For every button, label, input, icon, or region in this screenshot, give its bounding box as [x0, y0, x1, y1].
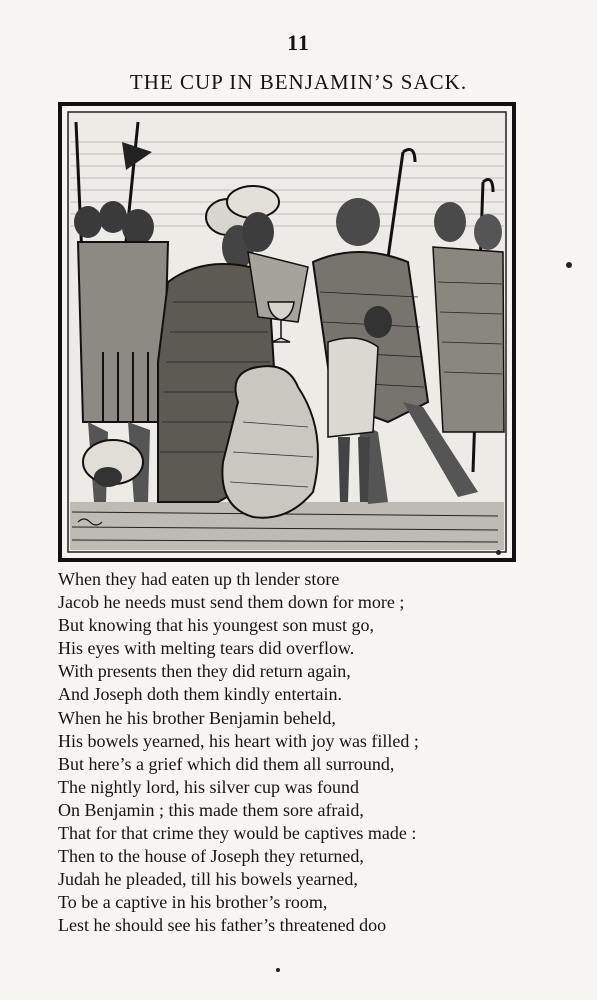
poem-line: When they had eaten up th lender store [58, 569, 340, 589]
page-number: 11 [287, 30, 310, 55]
poem-line: His eyes with melting tears did overflow. [58, 638, 355, 659]
poem-line: His bowels yearned, his heart with joy was filled ; [58, 730, 419, 751]
poem-line: On Benjamin ; this made them sore afraid, [58, 799, 364, 820]
poem-line: With presents then they did return again, [58, 661, 351, 682]
ink-speck [496, 550, 501, 555]
woodcut-illustration [58, 102, 516, 562]
poem-line: That for that crime they would be captives made : [58, 823, 417, 844]
poem-line: To be a captive in his brother’s room, [58, 892, 328, 913]
ink-speck [276, 968, 280, 972]
woodcut-illustration-icon [58, 102, 516, 562]
poem-line: When he his brother Benjamin beheld, [58, 707, 336, 728]
page-title: THE CUP IN BENJAMIN’S SACK. [129, 70, 468, 94]
poem-line: And Joseph doth them kindly entertain. [58, 684, 342, 705]
poem-line: Jacob he needs must send them down for more ; [58, 592, 405, 613]
poem-text [58, 568, 578, 938]
poem-line: The nightly lord, his silver cup was found [58, 776, 359, 797]
poem-line: But here’s a grief which did them all surround, [58, 753, 395, 774]
poem-line: But knowing that his youngest son must go, [58, 615, 375, 636]
poem-line: Then to the house of Joseph they returned, [58, 846, 364, 867]
poem-line: Judah he pleaded, till his bowels yearned, [58, 869, 358, 890]
ink-speck [566, 262, 572, 268]
poem-line: Lest he should see his father’s threatened doo [58, 915, 387, 936]
